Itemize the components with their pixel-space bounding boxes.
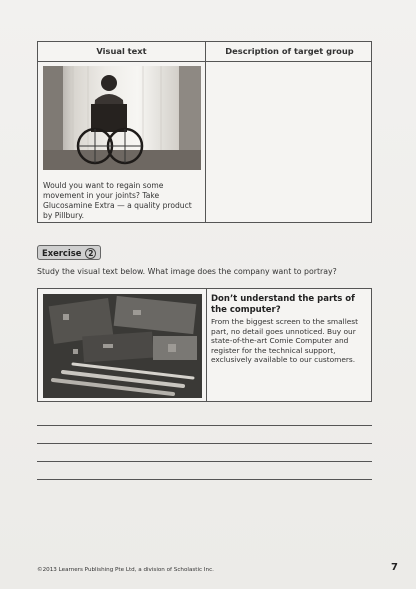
answer-line xyxy=(37,461,372,462)
answer-line xyxy=(37,443,372,444)
answer-line xyxy=(37,425,372,426)
advertisement-body: From the biggest screen to the smallest part, no detail goes unnoticed. Buy our state-of-the-art Comie Computer and register for the technical support, exclusively available to our customers. xyxy=(211,317,359,364)
exercise-badge xyxy=(37,245,101,260)
page-number: 7 xyxy=(391,562,398,573)
copyright-footer: ©2013 Learners Publishing Pte Ltd, a division of Scholastic Inc. xyxy=(37,567,214,573)
exercise-instruction: Study the visual text below. What image does the company want to portray? xyxy=(37,267,337,276)
wheelchair-photo-icon xyxy=(43,66,201,170)
advertisement-table xyxy=(37,288,372,402)
header-description-target-group: Description of target group xyxy=(225,46,354,56)
advertisement-headline: Don’t understand the parts of the computer? xyxy=(211,294,355,315)
exercise-label: Exercise xyxy=(42,248,82,258)
header-visual-text: Visual text xyxy=(96,46,147,56)
visual-text-caption: Would you want to regain some movement in your joints? Take Glucosamine Extra — a quality product by Pillbury. xyxy=(43,181,192,220)
circuit-board-photo-icon xyxy=(43,294,202,398)
answer-line xyxy=(37,479,372,480)
visual-text-table xyxy=(37,41,372,223)
column-divider xyxy=(206,289,207,401)
exercise-number: 2 xyxy=(85,248,96,259)
column-divider xyxy=(205,42,206,222)
